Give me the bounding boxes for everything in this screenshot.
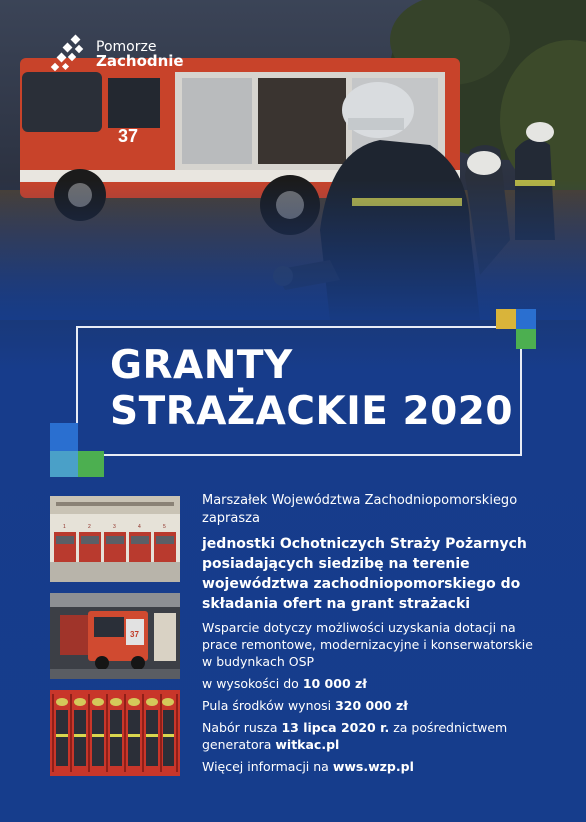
support-text: Wsparcie dotyczy możliwości uzyskania dotacji na prace remontowe, modernizacyjne i konserwatorskie w budynkach OSP: [202, 620, 533, 669]
logo-line-2: Zachodnie: [96, 52, 184, 71]
page-title: [110, 343, 513, 435]
info-text-block: [202, 492, 542, 775]
intro-text: Marszałek Województwa Zachodniopomorskiego zaprasza: [202, 493, 518, 526]
title-line-2: STRAŻACKIE 2020: [110, 389, 513, 434]
door-number-1: 1: [63, 524, 66, 530]
logo-line-1: Pomorze: [96, 38, 157, 55]
deco-square-blue-left: [50, 423, 78, 451]
start-text: [202, 719, 542, 753]
pool-text: [202, 697, 542, 714]
more-info-link[interactable]: wws.wzp.pl: [332, 759, 414, 774]
more-prefix: Więcej informacji na: [202, 759, 333, 774]
pomorze-zachodnie-logo: [50, 34, 184, 76]
pool-value: 320 000 zł: [335, 698, 408, 713]
deco-square-teal-left: [50, 451, 78, 477]
photo-fire-station: [50, 496, 180, 582]
photo-gear-lockers: [50, 690, 180, 776]
highlight-text: jednostki Ochotniczych Straży Pożarnych posiadających siedzibę na terenie województwa zachodniopomorskiego do składania ofert na grant strażacki: [202, 536, 527, 612]
title-line-1: GRANTY: [110, 343, 293, 388]
door-number-5: 5: [163, 524, 166, 530]
amount-text: [202, 675, 542, 692]
deco-square-green-left: [78, 451, 104, 477]
start-mid: za pośrednictwem generatora: [202, 720, 508, 752]
pool-prefix: Pula środków wynosi: [202, 698, 336, 713]
door-number-2: 2: [88, 524, 91, 530]
door-number-4: 4: [138, 524, 141, 530]
garage-truck-number: 37: [130, 630, 139, 639]
amount-value: 10 000 zł: [302, 676, 367, 691]
deco-square-blue: [516, 309, 536, 329]
deco-square-green: [516, 329, 536, 349]
deco-square-yellow: [496, 309, 516, 329]
door-number-3: 3: [113, 524, 116, 530]
start-date: 13 lipca 2020 r.: [281, 720, 390, 735]
truck-number: 37: [118, 126, 139, 146]
photo-garage-truck: [50, 593, 180, 679]
pomorze-zachodnie-logo-icon: [50, 34, 90, 76]
amount-prefix: w wysokości do: [202, 676, 303, 691]
more-info-text: [202, 758, 542, 775]
generator-link[interactable]: witkac.pl: [275, 737, 340, 752]
start-prefix: Nabór rusza: [202, 720, 282, 735]
